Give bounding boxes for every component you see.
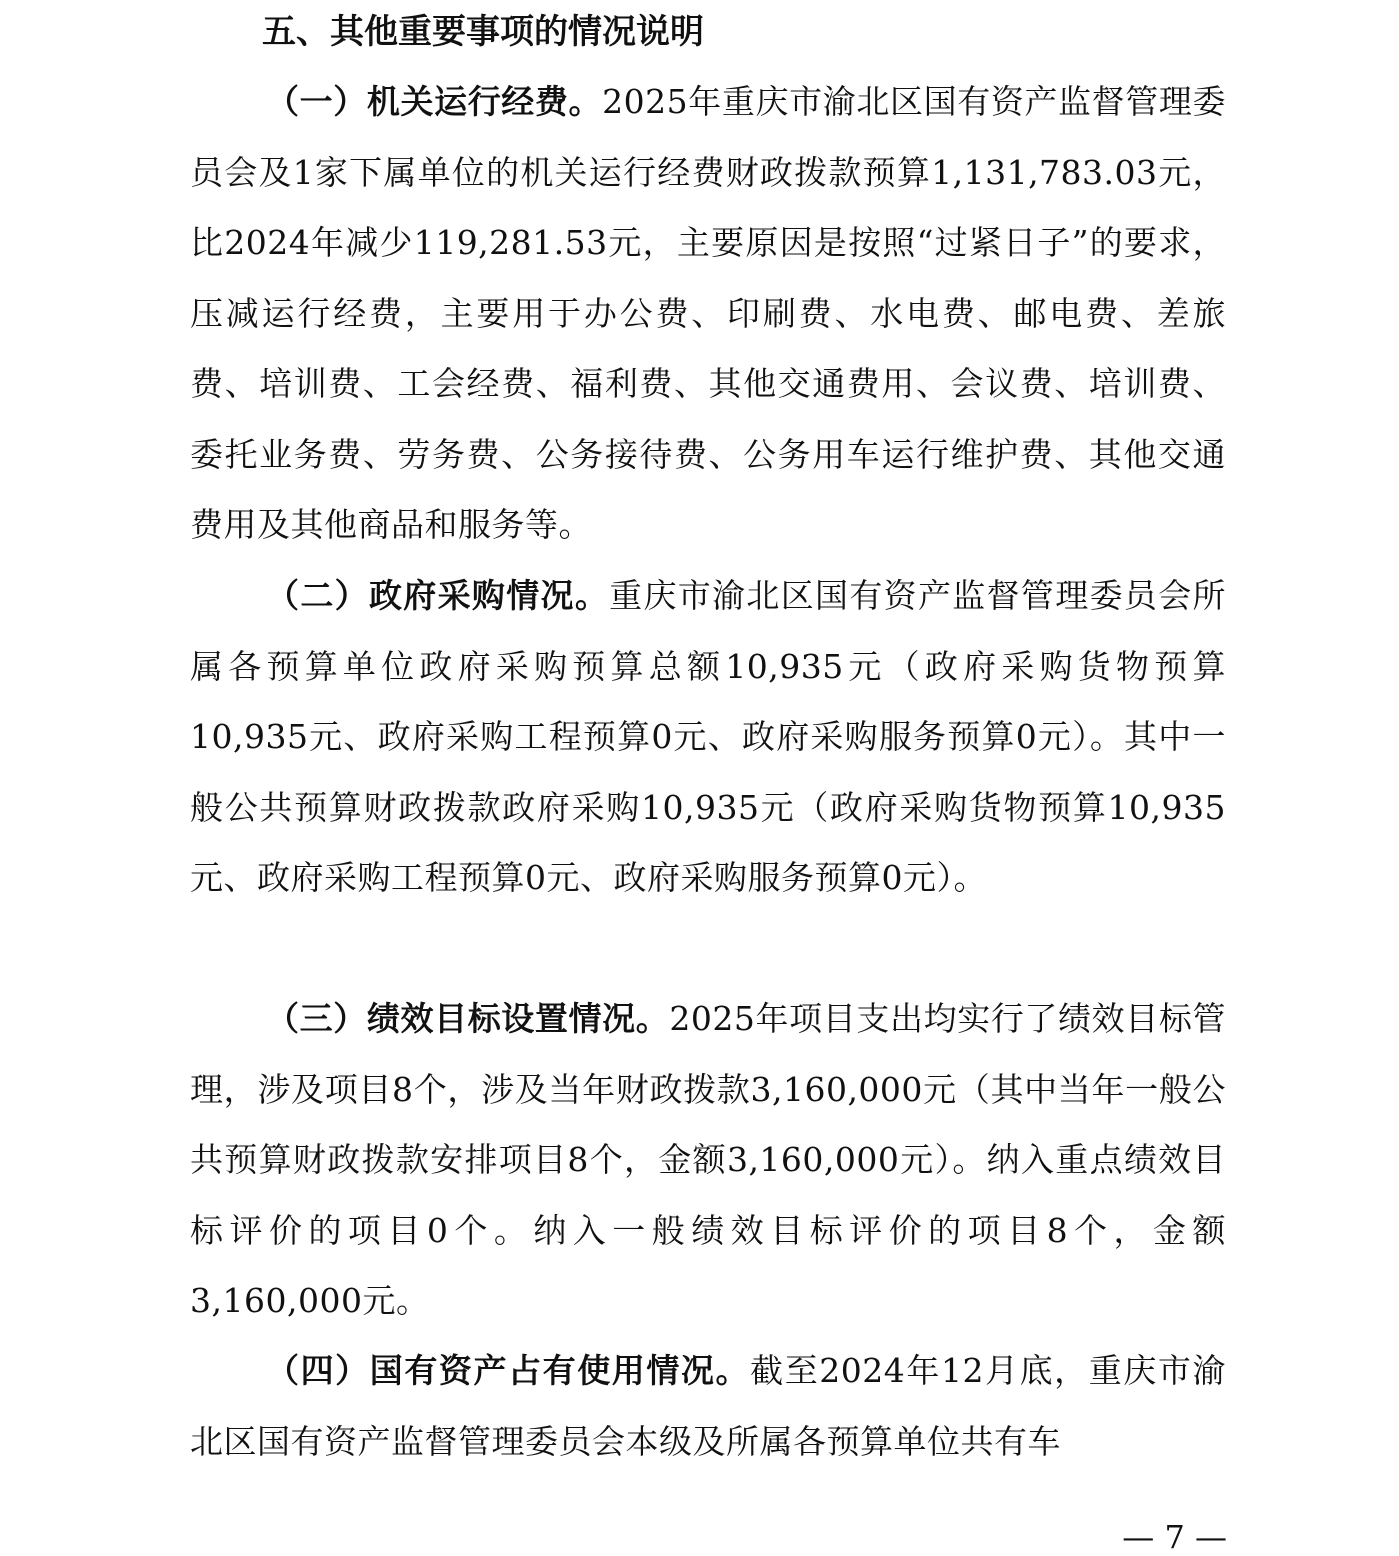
paragraph-lead: （三）绩效目标设置情况。 xyxy=(266,999,670,1038)
section-heading: 五、其他重要事项的情况说明 xyxy=(262,12,704,52)
paragraph-state-assets xyxy=(190,1336,1226,1477)
paragraph-government-procurement xyxy=(190,561,1226,914)
paragraph-body: 2025年项目支出均实行了绩效目标管理，涉及项目8个，涉及当年财政拨款3,160,000元（其中当年一般公共预算财政拨款安排项目8个，金额3,160,000元）。纳入重点绩效目标评价的项目0个。纳入一般绩效目标评价的项目8个，金额3,160,000元。 xyxy=(190,999,1227,1320)
paragraph-performance-targets xyxy=(190,984,1226,1337)
paragraph-operating-expenses xyxy=(190,67,1226,561)
paragraph-body: 截至2024年12月底，重庆市渝北区国有资产监督管理委员会本级及所属各预算单位共有车 xyxy=(190,1351,1227,1461)
paragraph-body: 重庆市渝北区国有资产监督管理委员会所属各预算单位政府采购预算总额10,935元（政府采购货物预算10,935元、政府采购工程预算0元、政府采购服务预算0元）。其中一般公共预算财政拨款政府采购10,935元（政府采购货物预算10,935元、政府采购工程预算0元、政府采购服务预算0元）。 xyxy=(190,576,1227,897)
paragraph-lead: （二）政府采购情况。 xyxy=(266,576,610,615)
paragraph-body: 2025年重庆市渝北区国有资产监督管理委员会及1家下属单位的机关运行经费财政拨款预算1,131,783.03元，比2024年减少119,281.53元，主要原因是按照“过紧日子”的要求，压减运行经费，主要用于办公费、印刷费、水电费、邮电费、差旅费、培训费、工会经费、福利费、其他交通费用、会议费、培训费、委托业务费、劳务费、公务接待费、公务用车运行维护费、其他交通费用及其他商品和服务等。 xyxy=(190,82,1227,544)
page-number: — 7 — xyxy=(1122,1518,1227,1556)
paragraph-lead: （四）国有资产占有使用情况。 xyxy=(266,1351,751,1390)
paragraph-lead: （一）机关运行经费。 xyxy=(266,82,603,121)
